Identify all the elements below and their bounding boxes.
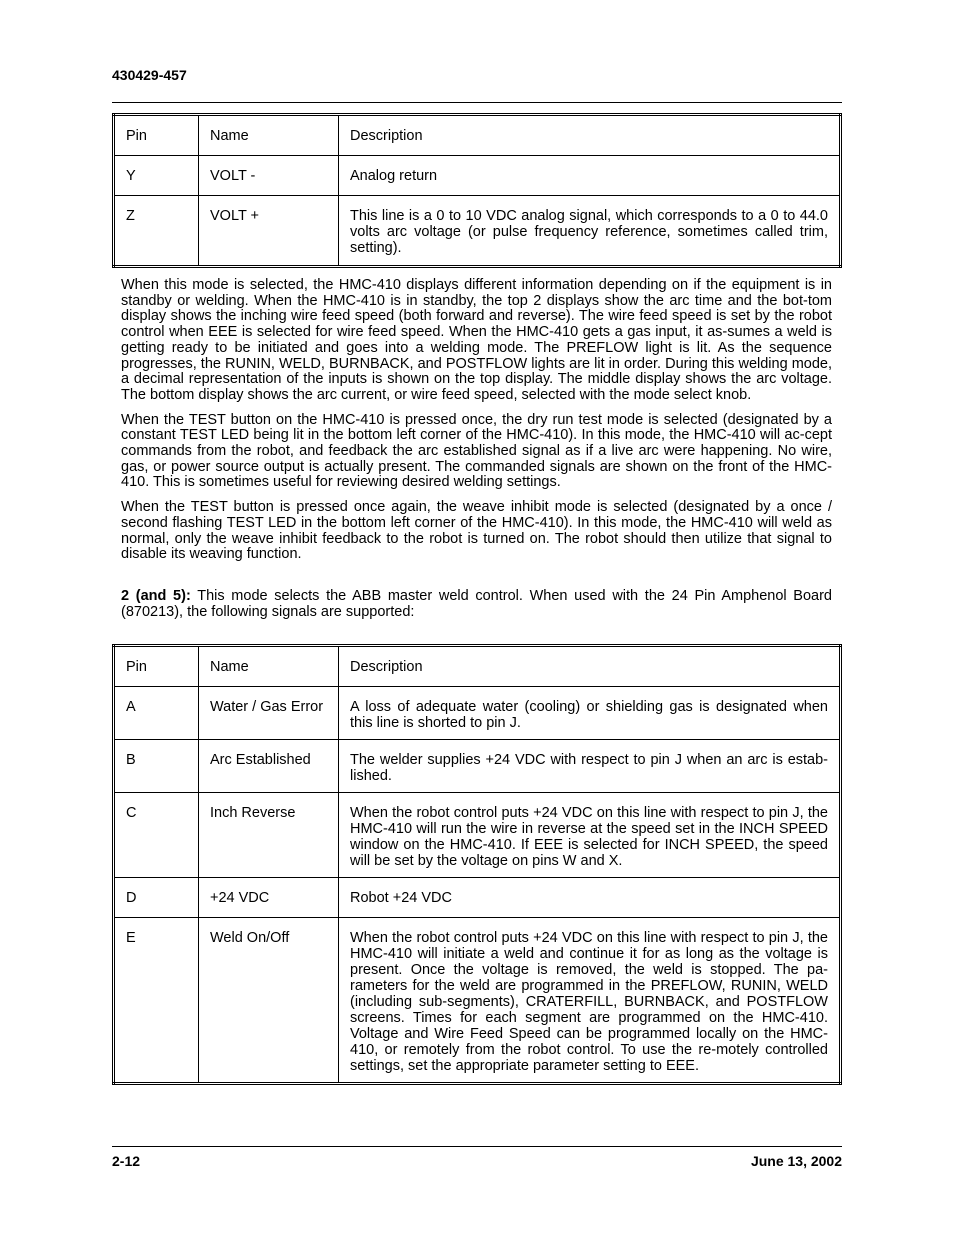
pin-table-volt xyxy=(112,113,842,268)
name-cell: Inch Reverse xyxy=(199,793,339,878)
name-cell: Weld On/Off xyxy=(199,918,339,1084)
header-name: Name xyxy=(199,115,339,156)
pin-cell: C xyxy=(114,793,199,878)
table-row xyxy=(114,156,841,196)
header-rule xyxy=(112,102,842,103)
mode-intro xyxy=(121,589,832,629)
table-row xyxy=(114,740,841,793)
table-row xyxy=(114,196,841,267)
pin-cell: Z xyxy=(114,196,199,267)
description-cell: When the robot control puts +24 VDC on this line with respect to pin J, the HMC-410 will initiate a weld and continue it for as long as the voltage is present. Once the voltage is removed, the weld is stopped. The pa-rameters for the weld are programmed in the PREFLOW, RUNIN, WELD (including sub-segments), CRATERFILL, BURNBACK, and POSTFLOW screens. Times for each segment are programmed on the HMC-410. Voltage and Wire Feed Speed can be programmed locally on the HMC-410, or remotely from the robot control. To use the re-motely controlled settings, set the appropriate parameter setting to EEE. xyxy=(339,918,841,1084)
paragraph-mode-2-5 xyxy=(121,589,832,620)
mode-intro-text: This mode selects the ABB master weld control. When used with the 24 Pin Amphenol Board (870213), the following signals are supported: xyxy=(121,588,832,620)
header-description: Description xyxy=(339,115,841,156)
paragraph-test-mode: When the TEST button on the HMC-410 is pressed once, the dry run test mode is selected (designated by a constant TEST LED being lit in the bottom left corner of the HMC-410). In this mode, the HMC-410 will ac-cept commands from the robot, and feedback the arc established signal as if a live arc were happening. No wire, gas, or power source output is actually present. The commanded signals are shown on the front of the HMC-410. This is sometimes useful for reviewing desired welding settings. xyxy=(121,411,832,491)
pin-table-abb xyxy=(112,644,842,1085)
paragraph-standby-welding: When this mode is selected, the HMC-410 displays different information depending on if the equipment is in standby or welding. When the HMC-410 is in standby, the top 2 displays show the arc time and the bot-tom display shows the inching wire feed speed (both forward and reverse). The wire feed speed is set by the robot control when EEE is selected for wire feed speed. When the HMC-410 gets a gas input, it as-sumes a weld is getting ready to be initiated and goes into a welding mode. The PREFLOW light is lit. As the sequence progresses, the RUNIN, WELD, BURNBACK, and POSTFLOW lights are lit in order. During this welding mode, a decimal representation of the inputs is shown on the top display. The middle display shows the arc voltage. The bottom display shows the arc current, or wire feed speed, selected with the mode select knob. xyxy=(121,277,832,403)
name-cell: VOLT + xyxy=(199,196,339,267)
pin-cell: D xyxy=(114,878,199,918)
table-row xyxy=(114,687,841,740)
header-name: Name xyxy=(199,646,339,687)
pin-cell: Y xyxy=(114,156,199,196)
name-cell: VOLT - xyxy=(199,156,339,196)
page-number: 2-12 xyxy=(112,1153,141,1169)
name-cell: Water / Gas Error xyxy=(199,687,339,740)
description-cell: This line is a 0 to 10 VDC analog signal, which corresponds to a 0 to 44.0 volts arc voltage (or pulse frequency reference, sometimes called trim, setting). xyxy=(339,196,841,267)
table-row xyxy=(114,878,841,918)
publication-date: June 13, 2002 xyxy=(750,1153,842,1169)
description-cell: Analog return xyxy=(339,156,841,196)
description-cell: Robot +24 VDC xyxy=(339,878,841,918)
header-description: Description xyxy=(339,646,841,687)
table-header-row xyxy=(114,115,841,156)
table-row xyxy=(114,793,841,878)
mode-label: 2 (and 5): xyxy=(121,588,191,604)
description-cell: A loss of adequate water (cooling) or shielding gas is designated when this line is shorted to pin J. xyxy=(339,687,841,740)
pin-cell: B xyxy=(114,740,199,793)
document-number: 430429-457 xyxy=(112,67,187,83)
name-cell: +24 VDC xyxy=(199,878,339,918)
table-header-row xyxy=(114,646,841,687)
pin-cell: E xyxy=(114,918,199,1084)
footer-rule xyxy=(112,1146,842,1147)
paragraph-weave-inhibit: When the TEST button is pressed once again, the weave inhibit mode is selected (designated by a once / second flashing TEST LED in the bottom left corner of the HMC-410). In this mode, the HMC-410 will weld as normal, only the weave inhibit feedback to the robot is turned on. The robot should then utilize that signal to disable its weaving function. xyxy=(121,499,832,563)
description-cell: The welder supplies +24 VDC with respect to pin J when an arc is estab-lished. xyxy=(339,740,841,793)
description-cell: When the robot control puts +24 VDC on this line with respect to pin J, the HMC-410 will run the wire in reverse at the speed set in the INCH SPEED window on the HMC-410. If EEE is selected for INCH SPEED, the speed will be set by the voltage on pins W and X. xyxy=(339,793,841,878)
header-pin: Pin xyxy=(114,115,199,156)
mode-description-text xyxy=(121,278,832,572)
table-row xyxy=(114,918,841,1084)
pin-cell: A xyxy=(114,687,199,740)
name-cell: Arc Established xyxy=(199,740,339,793)
header-pin: Pin xyxy=(114,646,199,687)
